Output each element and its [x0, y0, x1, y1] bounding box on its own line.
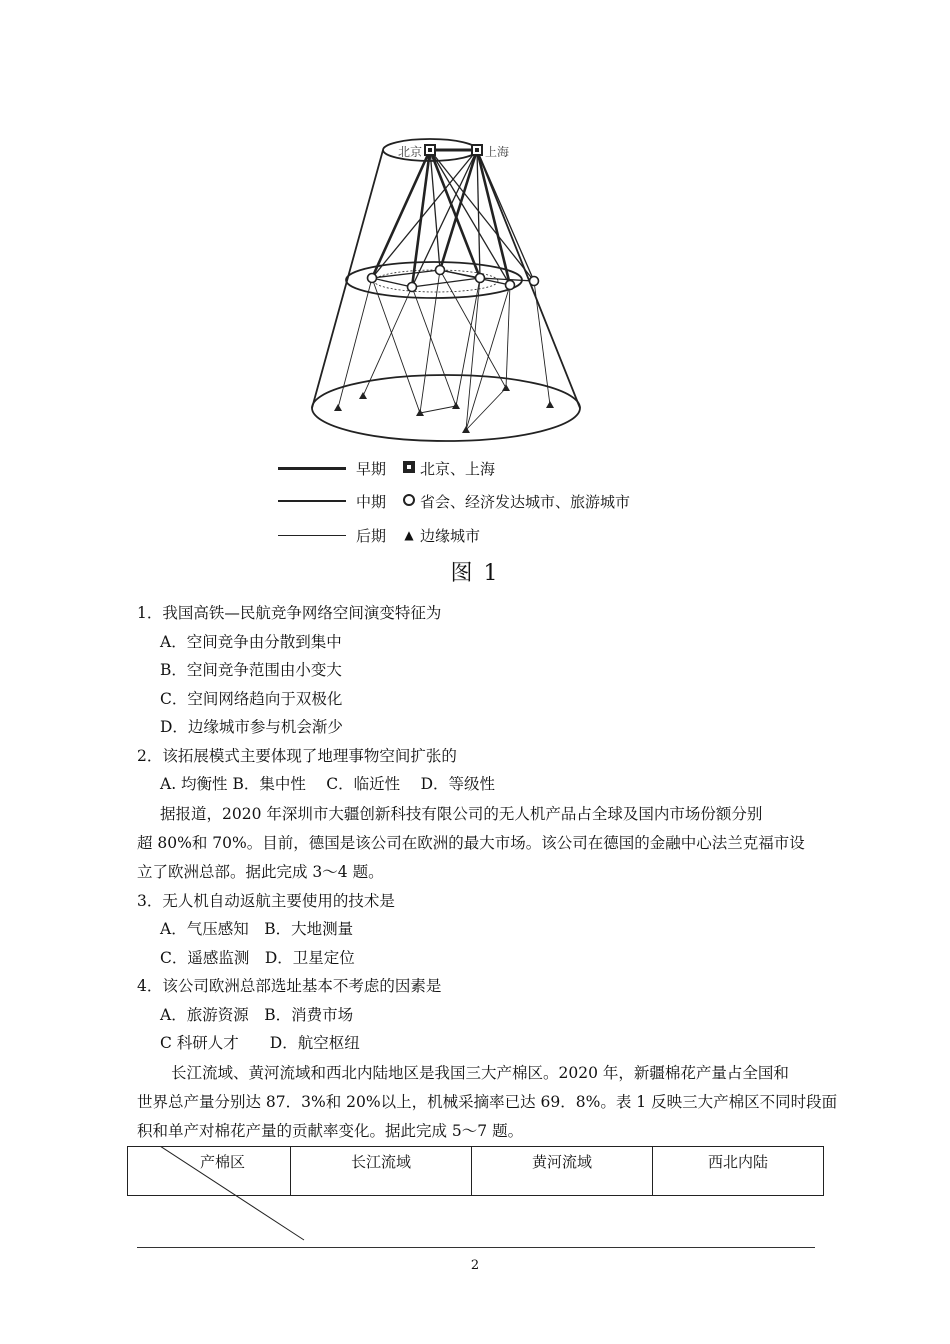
question-stem: 2．该拓展模式主要体现了地理事物空间扩张的	[137, 747, 457, 765]
footer-rule	[137, 1247, 815, 1248]
question-option: B．空间竞争范围由小变大	[160, 661, 342, 679]
city-label-shanghai: 上海	[485, 145, 510, 159]
question-option: D．边缘城市参与机会渐少	[160, 718, 343, 736]
legend-stage: 中期	[356, 492, 387, 511]
question-option: C 科研人才 D．航空枢纽	[160, 1034, 360, 1052]
question-option: A．旅游资源 B．消费市场	[160, 1006, 354, 1024]
question-option: C．遥感监测 D．卫星定位	[160, 949, 355, 967]
mid-nodes	[368, 266, 539, 292]
legend-desc: 边缘城市	[420, 526, 481, 545]
legend-line-medium	[278, 500, 346, 502]
table-header-cell: 黄河流域	[472, 1147, 653, 1196]
passage-line: 积和单产对棉花产量的贡献率变化。据此完成 5～7 题。	[137, 1122, 524, 1140]
table-header-cell: 西北内陆	[653, 1147, 824, 1196]
question-option: A．气压感知 B．大地测量	[160, 920, 354, 938]
passage-line: 立了欧洲总部。据此完成 3～4 题。	[137, 863, 384, 881]
question-stem: 1．我国高铁—民航竞争网络空间演变特征为	[137, 604, 442, 622]
passage-line: 长江流域、黄河流域和西北内陆地区是我国三大产棉区。2020 年，新疆棉花产量占全国和	[171, 1064, 789, 1082]
legend-desc: 北京、上海	[420, 459, 496, 478]
legend-stage: 后期	[356, 526, 387, 545]
page-number: 2	[470, 1258, 480, 1273]
corner-label: 产棉区	[199, 1153, 245, 1171]
legend-row-early	[278, 456, 495, 480]
passage-line: 世界总产量分别达 87．3%和 20%以上，机械采摘率已达 69．8%。表 1 反映三大产棉区不同时段面	[137, 1093, 838, 1111]
question-stem: 3．无人机自动返航主要使用的技术是	[137, 892, 395, 910]
table-header-cell: 长江流域	[291, 1147, 472, 1196]
legend-line-thick	[278, 467, 346, 470]
passage-line: 超 80%和 70%。目前，德国是该公司在欧洲的最大市场。该公司在德国的金融中心法兰克福市设	[137, 834, 805, 852]
square-icon	[398, 461, 420, 476]
city-label-beijing: 北京	[398, 145, 423, 159]
passage-line: 据报道，2020 年深圳市大疆创新科技有限公司的无人机产品占全球及国内市场份额分别	[160, 805, 763, 823]
late-links	[338, 270, 550, 430]
network-diagram	[270, 128, 690, 448]
question-stem: 4．该公司欧洲总部选址基本不考虑的因素是	[137, 977, 442, 995]
figure-caption: 图 1	[450, 561, 500, 586]
question-option: A. 均衡性 B．集中性 C．临近性 D．等级性	[160, 775, 496, 793]
question-option: A．空间竞争由分散到集中	[160, 633, 342, 651]
corner-diagonal	[160, 1146, 310, 1242]
mid-links	[372, 150, 534, 287]
legend-desc: 省会、经济发达城市、旅游城市	[420, 492, 631, 511]
legend-row-mid	[278, 489, 630, 513]
triangle-icon: ▲	[404, 528, 414, 542]
legend-row-late	[278, 523, 480, 547]
circle-icon	[398, 494, 420, 509]
legend-stage: 早期	[356, 459, 387, 478]
legend-line-thin	[278, 535, 346, 536]
question-option: C．空间网络趋向于双极化	[160, 690, 343, 708]
